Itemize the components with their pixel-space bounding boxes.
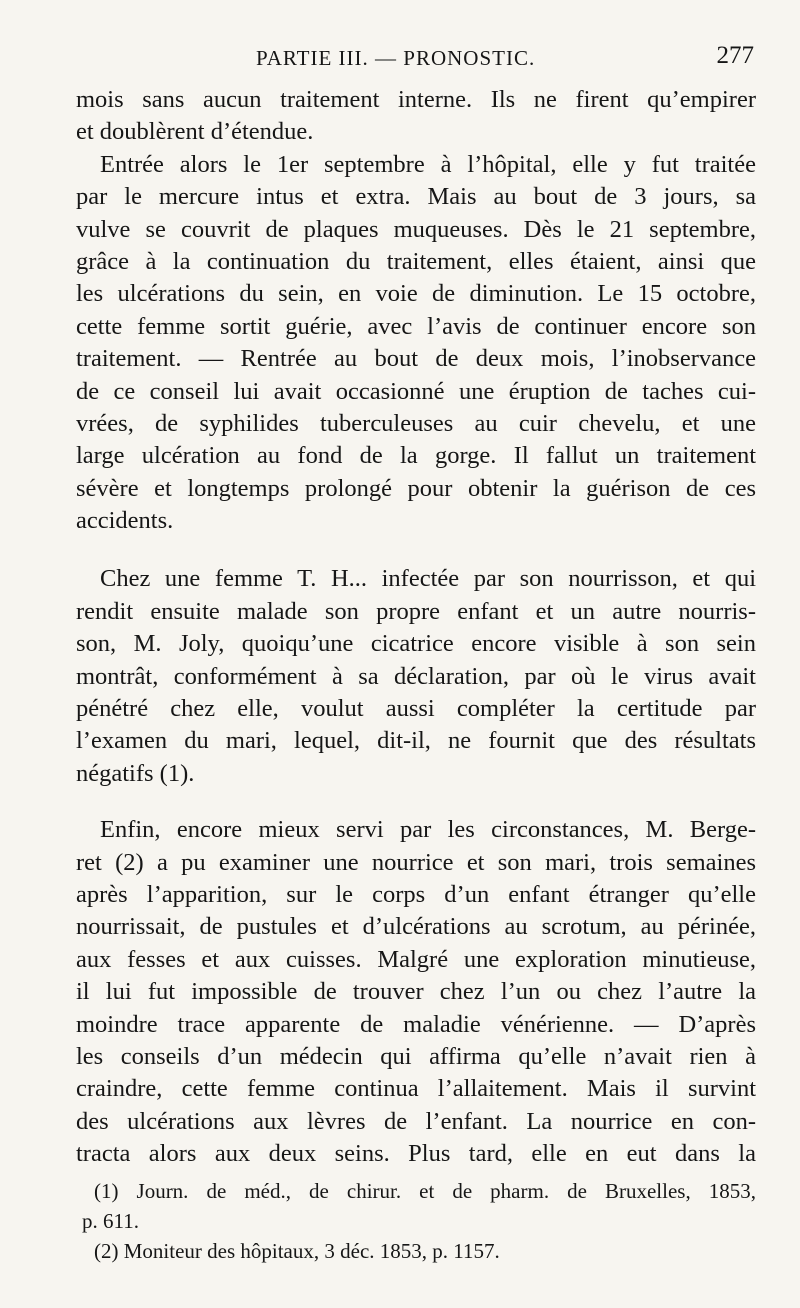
text-line: et doublèrent d’étendue.: [76, 118, 314, 146]
footnote-line: (2) Moniteur des hôpitaux, 3 déc. 1853, p. 1157.: [94, 1239, 500, 1263]
text-line: de ce conseil lui avait occasionné une éruption de taches cui-: [76, 377, 756, 405]
text-line: son, M. Joly, quoiqu’une cicatrice encore visible à son sein: [76, 630, 756, 658]
text-line: tracta alors aux deux seins. Plus tard, elle en eut dans la: [76, 1140, 756, 1168]
text-line: des ulcérations aux lèvres de l’enfant. La nourrice en con-: [76, 1107, 756, 1135]
text-line: traitement. — Rentrée au bout de deux mois, l’inobservance: [76, 345, 756, 373]
text-line: accidents.: [76, 507, 174, 535]
text-line: après l’apparition, sur le corps d’un enfant étranger qu’elle: [76, 880, 756, 908]
text-line: ret (2) a pu examiner une nourrice et son mari, trois semaines: [76, 848, 756, 876]
paragraph-gap: [76, 790, 756, 814]
paragraph-gap: [76, 537, 756, 563]
text-line: moindre trace apparente de maladie vénérienne. — D’après: [76, 1010, 756, 1038]
text-line: vrées, de syphilides tuberculeuses au cuir chevelu, et une: [76, 409, 756, 437]
running-title: PARTIE III. — PRONOSTIC.: [256, 46, 536, 70]
text-line: montrât, conformément à sa déclaration, par où le virus avait: [76, 662, 756, 690]
running-header: [76, 40, 754, 80]
text-line: nourrissait, de pustules et d’ulcérations au scrotum, au périnée,: [76, 913, 756, 941]
text-line: Chez une femme T. H... infectée par son nourrisson, et qui: [100, 565, 756, 593]
footnotes: [82, 1176, 756, 1266]
text-line: Entrée alors le 1er septembre à l’hôpital, elle y fut traitée: [100, 150, 756, 178]
paragraph: [76, 563, 756, 790]
paragraph: [76, 84, 756, 149]
text-line: l’examen du mari, lequel, dit-il, ne fournit que des résultats: [76, 727, 756, 755]
paragraph: [76, 149, 756, 538]
paragraph: [76, 814, 756, 1170]
text-line: cette femme sortit guérie, avec l’avis de continuer encore son: [76, 312, 756, 340]
text-line: aux fesses et aux cuisses. Malgré une exploration minutieuse,: [76, 945, 756, 973]
text-line: grâce à la continuation du traitement, elles étaient, ainsi que: [76, 247, 756, 275]
text-line: sévère et longtemps prolongé pour obtenir la guérison de ces: [76, 474, 756, 502]
text-line: les conseils d’un médecin qui affirma qu’elle n’avait rien à: [76, 1042, 756, 1070]
text-line: vulve se couvrit de plaques muqueuses. Dès le 21 septembre,: [76, 215, 756, 243]
text-line: craindre, cette femme continua l’allaitement. Mais il survint: [76, 1075, 756, 1103]
footnote-line: (1) Journ. de méd., de chirur. et de pharm. de Bruxelles, 1853,: [94, 1179, 756, 1203]
footnote-line: p. 611.: [82, 1209, 139, 1233]
text-line: Enfin, encore mieux servi par les circonstances, M. Berge-: [100, 816, 756, 844]
text-line: il lui fut impossible de trouver chez l’un ou chez l’autre la: [76, 978, 756, 1006]
text-line: rendit ensuite malade son propre enfant et un autre nourris-: [76, 597, 756, 625]
page-number: 277: [716, 42, 754, 69]
body-text: [76, 84, 756, 1171]
text-line: large ulcération au fond de la gorge. Il fallut un traitement: [76, 442, 756, 470]
text-line: négatifs (1).: [76, 759, 195, 787]
text-line: pénétré chez elle, voulut aussi compléter la certitude par: [76, 695, 756, 723]
text-line: mois sans aucun traitement interne. Ils ne firent qu’empirer: [76, 86, 756, 113]
text-line: les ulcérations du sein, en voie de diminution. Le 15 octobre,: [76, 280, 756, 308]
text-line: par le mercure intus et extra. Mais au bout de 3 jours, sa: [76, 183, 756, 211]
